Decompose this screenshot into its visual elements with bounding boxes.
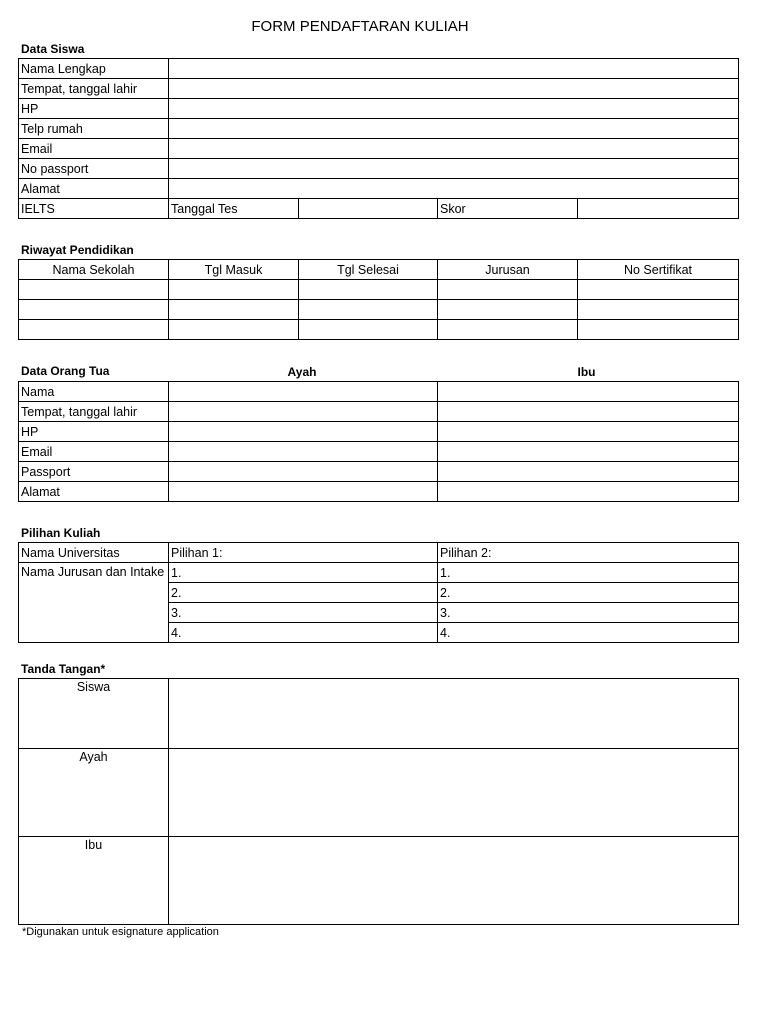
pilihan-2-jurusan-3[interactable]: 3. <box>438 603 739 623</box>
column-header: Jurusan <box>438 260 578 280</box>
tanggal-tes-field[interactable] <box>299 199 438 219</box>
section-heading-pilihan-kuliah: Pilihan Kuliah <box>21 526 101 540</box>
column-header: Tgl Selesai <box>299 260 438 280</box>
pilihan-1-field[interactable]: Pilihan 1: <box>169 543 438 563</box>
table-cell[interactable] <box>438 280 578 300</box>
pilihan-2-jurusan-1[interactable]: 1. <box>438 563 739 583</box>
pilihan-1-jurusan-3[interactable]: 3. <box>169 603 438 623</box>
field-label: Email <box>19 139 169 159</box>
signature-label-ibu: Ibu <box>19 837 169 925</box>
field-label: HP <box>19 422 169 442</box>
email-field[interactable] <box>169 139 739 159</box>
ayah-ttl-field[interactable] <box>169 402 438 422</box>
table-cell[interactable] <box>19 280 169 300</box>
pilihan-1-jurusan-2[interactable]: 2. <box>169 583 438 603</box>
signature-box-ibu[interactable] <box>169 837 739 925</box>
table-cell[interactable] <box>19 300 169 320</box>
pilihan-1-jurusan-1[interactable]: 1. <box>169 563 438 583</box>
skor-field[interactable] <box>578 199 739 219</box>
riwayat-pendidikan-table <box>18 259 739 340</box>
section-heading-data-orang-tua: Data Orang Tua <box>21 364 110 378</box>
tempat-tanggal-lahir-field[interactable] <box>169 79 739 99</box>
ibu-passport-field[interactable] <box>438 462 739 482</box>
pilihan-kuliah-table <box>18 542 739 643</box>
field-label: HP <box>19 99 169 119</box>
data-orang-tua-table <box>18 381 739 502</box>
table-cell[interactable] <box>438 300 578 320</box>
ibu-alamat-field[interactable] <box>438 482 739 502</box>
signature-label-ayah: Ayah <box>19 749 169 837</box>
column-header-ayah: Ayah <box>287 365 317 379</box>
column-header: Nama Sekolah <box>19 260 169 280</box>
table-row <box>19 280 739 300</box>
field-label: No passport <box>19 159 169 179</box>
table-cell[interactable] <box>578 280 739 300</box>
table-cell[interactable] <box>299 320 438 340</box>
data-siswa-table <box>18 58 739 219</box>
table-cell[interactable] <box>299 300 438 320</box>
telp-rumah-field[interactable] <box>169 119 739 139</box>
ielts-label: IELTS <box>19 199 169 219</box>
field-label: Tempat, tanggal lahir <box>19 79 169 99</box>
ayah-hp-field[interactable] <box>169 422 438 442</box>
field-label: Email <box>19 442 169 462</box>
field-label: Tempat, tanggal lahir <box>19 402 169 422</box>
skor-label: Skor <box>438 199 578 219</box>
field-label: Alamat <box>19 179 169 199</box>
nama-universitas-label: Nama Universitas <box>19 543 169 563</box>
table-row <box>19 300 739 320</box>
ibu-hp-field[interactable] <box>438 422 739 442</box>
hp-field[interactable] <box>169 99 739 119</box>
signature-box-ayah[interactable] <box>169 749 739 837</box>
ayah-passport-field[interactable] <box>169 462 438 482</box>
no-passport-field[interactable] <box>169 159 739 179</box>
signature-box-siswa[interactable] <box>169 679 739 749</box>
alamat-field[interactable] <box>169 179 739 199</box>
table-cell[interactable] <box>578 300 739 320</box>
field-label: Nama <box>19 382 169 402</box>
ibu-email-field[interactable] <box>438 442 739 462</box>
tanda-tangan-table <box>18 678 739 925</box>
column-header: No Sertifikat <box>578 260 739 280</box>
table-cell[interactable] <box>299 280 438 300</box>
pilihan-2-jurusan-2[interactable]: 2. <box>438 583 739 603</box>
field-label: Passport <box>19 462 169 482</box>
column-header-ibu: Ibu <box>577 365 596 379</box>
table-cell[interactable] <box>169 320 299 340</box>
table-cell[interactable] <box>438 320 578 340</box>
field-label: Nama Lengkap <box>19 59 169 79</box>
section-heading-riwayat-pendidikan: Riwayat Pendidikan <box>21 243 134 257</box>
nama-jurusan-intake-label: Nama Jurusan dan Intake <box>19 563 169 643</box>
pilihan-2-jurusan-4[interactable]: 4. <box>438 623 739 643</box>
tanggal-tes-label: Tanggal Tes <box>169 199 299 219</box>
section-heading-tanda-tangan: Tanda Tangan* <box>21 662 106 676</box>
table-cell[interactable] <box>169 280 299 300</box>
section-heading-data-siswa: Data Siswa <box>21 42 85 56</box>
ayah-email-field[interactable] <box>169 442 438 462</box>
table-cell[interactable] <box>578 320 739 340</box>
footnote: *Digunakan untuk esignature application <box>22 926 219 938</box>
pilihan-2-field[interactable]: Pilihan 2: <box>438 543 739 563</box>
ayah-nama-field[interactable] <box>169 382 438 402</box>
form-title: FORM PENDAFTARAN KULIAH <box>251 18 469 35</box>
table-cell[interactable] <box>169 300 299 320</box>
signature-label-siswa: Siswa <box>19 679 169 749</box>
field-label: Telp rumah <box>19 119 169 139</box>
nama-lengkap-field[interactable] <box>169 59 739 79</box>
pilihan-1-jurusan-4[interactable]: 4. <box>169 623 438 643</box>
ibu-nama-field[interactable] <box>438 382 739 402</box>
table-row <box>19 320 739 340</box>
ibu-ttl-field[interactable] <box>438 402 739 422</box>
column-header: Tgl Masuk <box>169 260 299 280</box>
table-cell[interactable] <box>19 320 169 340</box>
ayah-alamat-field[interactable] <box>169 482 438 502</box>
field-label: Alamat <box>19 482 169 502</box>
